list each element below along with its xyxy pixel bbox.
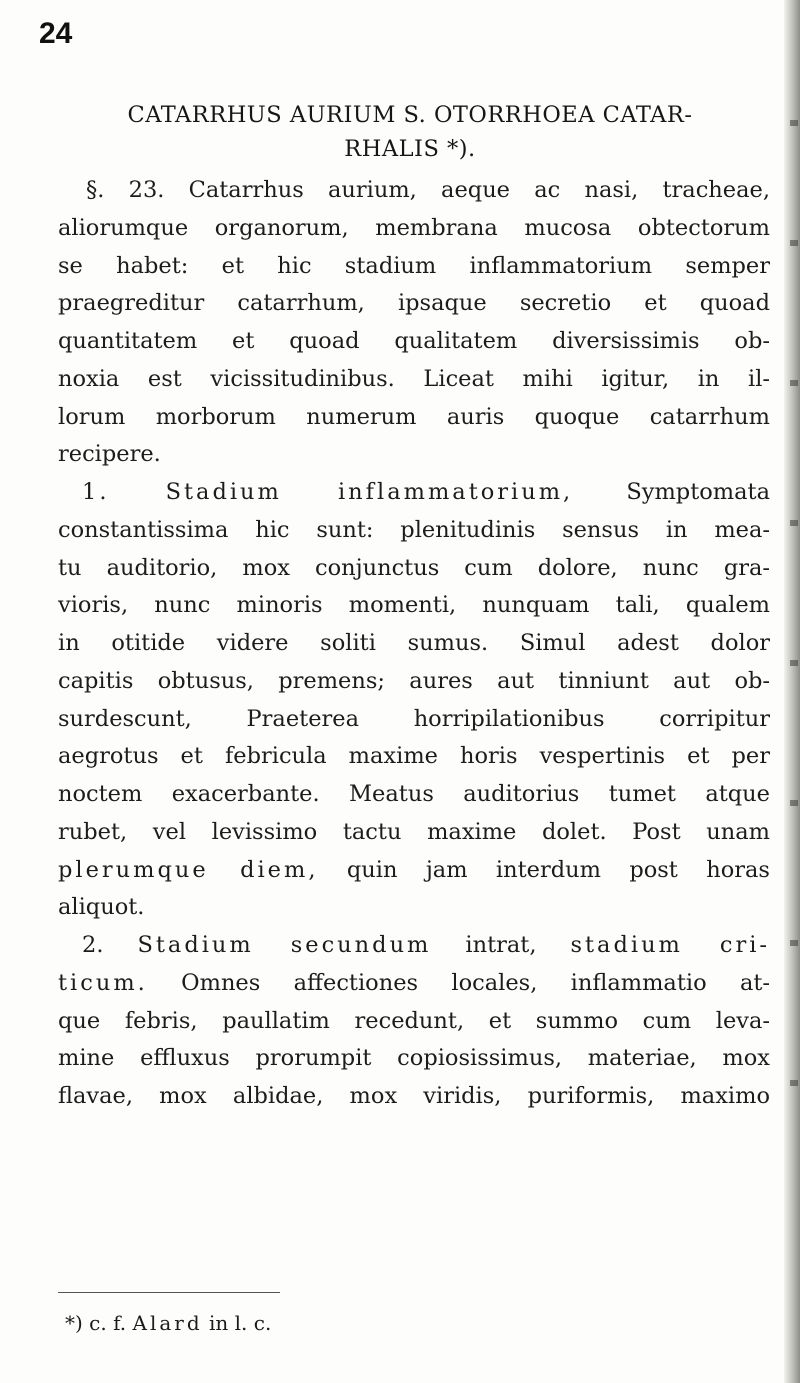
text-line: capitis obtusus, premens; aures aut tinniunt aut ob- (58, 667, 770, 694)
text-line: in otitide videre soliti sumus. Simul adest dolor (58, 630, 770, 656)
text-line: surdescunt, Praeterea horripilationibus corripitur (58, 705, 770, 732)
item-2-label: Stadium secundum (137, 932, 432, 958)
text-line: lorum morborum numerum auris quoque catarrhum (58, 403, 770, 430)
footnote-text: in l. c. (209, 1311, 272, 1335)
text-fragment: intrat, (465, 932, 537, 958)
text-line: tu auditorio, mox conjunctus cum dolore, nunc gra- (58, 554, 770, 581)
item-1-heading-line (58, 474, 770, 512)
text-line: noxia est vicissitudinibus. Liceat mihi igitur, in il- (58, 365, 770, 392)
edge-mark (790, 240, 798, 246)
text-line: aegrotus et febricula maxime horis vespertinis et per (58, 743, 770, 770)
text-line: §. 23. Catarrhus aurium, aeque ac nasi, tracheae, (86, 177, 770, 203)
edge-mark (790, 520, 798, 526)
edge-mark (790, 660, 798, 666)
text-line: que febris, paullatim recedunt, et summo cum leva- (58, 1007, 770, 1034)
footnote-text: c. f. (89, 1311, 127, 1335)
text-line (58, 852, 770, 890)
text-line (58, 965, 770, 1003)
text-line: recipere. (58, 441, 161, 468)
page-number: 24 (39, 17, 73, 50)
text-line: quantitatem et quoad qualitatem diversissimis ob- (58, 328, 770, 354)
item-2-heading-line (58, 927, 770, 965)
text-line: noctem exacerbante. Meatus auditorius tumet atque (58, 781, 770, 807)
text-line: praegreditur catarrhum, ipsaque secretio et quoad (58, 290, 770, 317)
item-1-first-text: Symptomata (626, 479, 771, 505)
text-line: aliorumque organorum, membrana mucosa obtectorum (58, 214, 770, 241)
text-line: rubet, vel levissimo tactu maxime dolet. Post unam (58, 818, 770, 845)
edge-mark (790, 800, 798, 806)
footnote-divider (58, 1292, 280, 1293)
edge-mark (790, 380, 798, 386)
chapter-title (70, 98, 750, 166)
item-2-number: 2. (82, 932, 104, 958)
footnote-marker: *) (65, 1311, 83, 1335)
text-fragment: quin jam interdum post horas (346, 856, 770, 883)
edge-mark (790, 940, 798, 946)
chapter-title-line-2: RHALIS *). (344, 136, 476, 162)
text-line: vioris, nunc minoris momenti, nunquam tali, qualem (58, 592, 770, 619)
item-1-label: 1. Stadium inflammatorium, (82, 479, 574, 505)
text-line: aliquot. (58, 894, 145, 921)
footnote (65, 1308, 271, 1338)
text-line: flavae, mox albidae, mox viridis, puriformis, maximo (58, 1083, 770, 1109)
spaced-emphasis: plerumque diem, (58, 856, 319, 883)
footnote-author: Alard (132, 1311, 203, 1335)
text-fragment: Omnes affectiones locales, inflammatio at- (181, 969, 771, 996)
spaced-emphasis: stadium cri- (570, 932, 771, 958)
body-text (58, 172, 770, 1116)
binding-edge (784, 0, 800, 1383)
text-line: mine effluxus prorumpit copiosissimus, materiae, mox (58, 1045, 770, 1072)
text-line: se habet: et hic stadium inflammatorium semper (58, 252, 770, 279)
text-line: constantissima hic sunt: plenitudinis sensus in mea- (58, 516, 770, 543)
chapter-title-line-1: CATARRHUS AURIUM S. OTORRHOEA CATAR- (127, 102, 693, 128)
spaced-emphasis: ticum. (58, 969, 148, 996)
edge-mark (790, 1080, 798, 1086)
edge-mark (790, 120, 798, 126)
